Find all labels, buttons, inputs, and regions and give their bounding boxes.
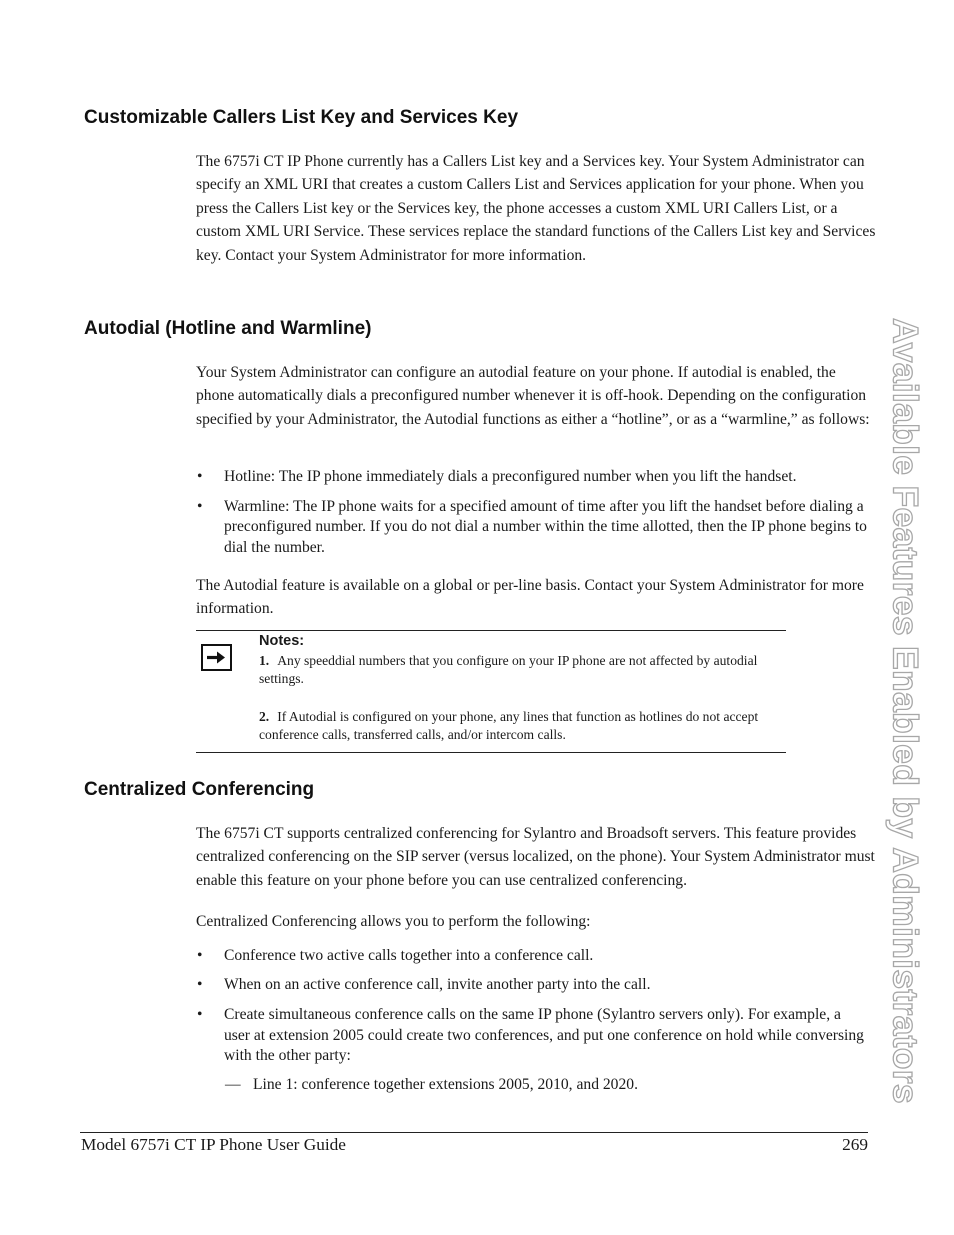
list-item xyxy=(196,946,868,967)
notes-title: Notes: xyxy=(259,633,305,649)
page-number: 269 xyxy=(842,1135,868,1154)
bullet-glyph: • xyxy=(197,497,203,515)
heading-autodial: Autodial (Hotline and Warmline) xyxy=(84,318,372,339)
list-item-text: Hotline: The IP phone immediately dials a preconfigured number when you lift the handset. xyxy=(224,468,797,485)
paragraph-autodial-closing: The Autodial feature is available on a global or per-line basis. Contact your System Administrator for more information. xyxy=(196,577,864,618)
note-number: 1. xyxy=(259,653,270,668)
list-item xyxy=(196,1005,868,1067)
conferencing-bullet-list xyxy=(196,946,868,1096)
notes-box xyxy=(196,630,786,753)
note-number: 2. xyxy=(259,709,270,724)
paragraph-conferencing-intro: The 6757i CT supports centralized conferencing for Sylantro and Broadsoft servers. This feature provides centralized conferencing on the SIP server (versus localized, on the phone). Your System Administrator must enable this feature on your phone before you can use centralized conferencing. xyxy=(196,825,875,889)
note-item xyxy=(259,708,784,745)
bullet-glyph: • xyxy=(197,976,203,994)
autodial-bullet-list xyxy=(196,467,868,558)
list-item-text: Create simultaneous conference calls on the same IP phone (Sylantro servers only). For example, a user at extension 2005 could create two conferences, and put one conference on hold while conversing with the other party: xyxy=(224,1006,864,1065)
sub-list-item xyxy=(196,1075,868,1096)
arrow-right-icon xyxy=(201,644,232,671)
sub-list-item-text: Line 1: conference together extensions 2005, 2010, and 2020. xyxy=(253,1076,638,1094)
list-item-text: Warmline: The IP phone waits for a specified amount of time after you lift the handset before dialing a preconfigured number. If you do not dial a number within the time allotted, then the IP phone begins to dial the number. xyxy=(224,497,867,556)
paragraph-autodial-intro: Your System Administrator can configure an autodial feature on your phone. If autodial is enabled, the phone automatically dials a preconfigured number whenever it is off-hook. Depending on the configuration specified by your Administrator, the Autodial functions as either a “hotline”, or as a “warmline,” as follows: xyxy=(196,364,870,428)
heading-centralized-conferencing: Centralized Conferencing xyxy=(84,779,315,800)
list-item xyxy=(196,975,868,996)
footer-rule xyxy=(80,1132,868,1133)
bullet-glyph: • xyxy=(197,947,203,964)
note-item xyxy=(259,652,784,689)
paragraph-callers-list: The 6757i CT IP Phone currently has a Callers List key and a Services key. Your System Administrator can specify an XML URI that creates a custom Callers List and Services application for your phone. When you press the Callers List key or the Services key, the phone accesses a custom XML URI Callers List, or a custom XML URI Service. These services replace the standard functions of the Callers List key and Services key. Contact your System Administrator for more information. xyxy=(196,153,876,264)
list-item-text: Conference two active calls together into a conference call. xyxy=(224,947,594,964)
heading-callers-list: Customizable Callers List Key and Services Key xyxy=(84,107,519,128)
side-tab xyxy=(880,314,930,1108)
side-tab-label: Available Features Enabled by Administrators xyxy=(885,318,926,1104)
em-dash-glyph: — xyxy=(225,1076,241,1094)
paragraph-conferencing-lead: Centralized Conferencing allows you to perform the following: xyxy=(196,913,591,930)
bullet-glyph: • xyxy=(197,1006,203,1024)
list-item xyxy=(196,497,868,559)
bullet-glyph: • xyxy=(197,468,203,485)
note-text: Any speeddial numbers that you configure on your IP phone are not affected by autodial settings. xyxy=(259,653,758,687)
list-item-text: When on an active conference call, invite another party into the call. xyxy=(224,976,651,994)
note-text: If Autodial is configured on your phone, any lines that function as hotlines do not accept conference calls, transferred calls, and/or intercom calls. xyxy=(259,709,759,743)
footer-title: Model 6757i CT IP Phone User Guide xyxy=(81,1135,346,1154)
list-item xyxy=(196,467,868,488)
